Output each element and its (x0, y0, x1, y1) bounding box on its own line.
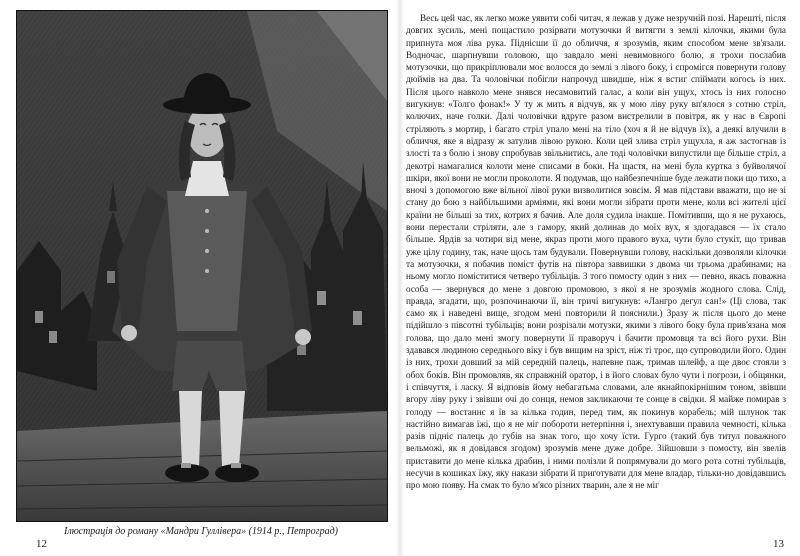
gulliver-illustration (16, 10, 388, 522)
paragraph: Весь цей час, як легко може уявити собі читач, я лежав у дуже незручній позі. Нарешті, після довгих зусиль, мені пощастило розірвати мотузочки й витягти з землі кілочки, якими була припнута моя ліва рука. Піднісши її до обличчя, я зрозумів, яким способом мене зв'язали. Водночас, шарпнувши головою, що завдало мені невимовного болю, я трохи послабив мотузочки, що прикріплювали моє волосся до землі з лівого боку, і спромігся повернути голову дюймів на два. Та чоловічки побігли напрочуд швидше, ніж я встиг спіймати когось із них. Після цього навколо мене знявся несамовитий галас, а коли він ущух, хтось із них голосно вигукнув: «Толго фонак!» У ту ж мить я відчув, як у мою ліву руку вп'ялося з сотню стріл, колючих, наче голки. Далі чоловічки вдруге разом вистрелили в повітря, як у нас в Європі стріляють з мортир, і багато стріл упало мені на тіло (хоч я й не відчув їх), а деякі влучили в обличчя, яке я відразу ж затулив лівою рукою. Коли цей злива стріл ущухла, я аж застогнав із злості та з болю і знову спробував звільнитись, але тоді чоловічки випустили ще більше стріл, а декотрі намагалися колоти мене списами в боки. На щастя, на мені була куртка з буйволячої шкіри, якої вони не могли проколоти. Я подумав, що найбезпечніше буде лежати поки що тихо, а вночі з допомогою вже вільної лівої руки визволитися зовсім. Я мав підстави вважати, що не зі стану до бою з найбільшими арміями, які вони могли зібрати проти мене, коли всі жителі цієї країни не більші за тих, котрих я бачив. Але доля судила інакше. Помітивши, що я не рухаюсь, вони перестали стріляти, але з гамору, який долинав до моїх вух, я здогадався — їх стало більше. Ярдів за чотири від мене, якраз проти мого правого вуха, чути було стукіт, що тривав уже цілу годину, так, наче щось там будували. Повернувши голову, наскільки дозволяли кілочки та мотузочки, я побачив поміст футів на півтора заввишки з двома чи трьома драбинами; на ньому могло поміститися четверо тубільців. З того помосту один з них — певно, якась поважна особа — звернувся до мене з довгою промовою, з якої я не зрозумів жодного слова. Слід, правда, згадати, що, розпочинаючи її, він тричі вигукнув: «Лангро дегул сан!» (Ці слова, так само як і наведені вище, згодом мені повторили й пояснили.) Зразу ж після цього до мене підійшло з півсотні тубільців; вони розрізали мотузки, якими з лівого боку була прив'язана моя голова, що дало мені змогу повернути її праворуч і бачити промовця та всі його рухи. Він здавався людиною середнього віку і був вищим на зріст, ніж ті троє, що супроводили його. Один із них, трохи довший за мій середній палець, напевне паж, тримав шлейф, а ще двоє стояли з обох боків. Він промовляв, як справжній оратор, і в його словах було чути і погрози, і обіцянки, і співчуття, і ласку. Я відповів йому небагатьма словами, але якнайпокірнішим тоном, звівши вгору ліву руку і звівши очі до сонця, немов закликаючи те сонце в свідки. Я майже помирав з голоду — востаннє я їв за кілька годин, перед тим, як покинув корабель; мій шлунок так настійно вимагав їжі, що я не міг побороти нетерпіння і, знехтувавши правила чемності, кілька разів підніс палець до губів на знак того, що хочу їсти. Гурго (такий був титул поважного вельможі, як я довідався згодом) зрозумів мене дуже добре. Зійшовши з помосту, він звелів приставити до мене кілька драбин, і ними полізли й попрямували до мого рота сотні тубільців, несучи в кошиках їжу, яку накази зібрати й приготувати для мене владар, тільки-но довідавшись про мою появу. На смак то було м'ясо різних тварин, але я не міг (406, 13, 787, 491)
illustration-caption: Ілюстрація до роману «Мандри Гуллівера» (1914 р., Петроград) (64, 526, 338, 537)
page-number-right: 13 (773, 538, 784, 550)
page-number-left: 12 (36, 538, 47, 550)
right-page (402, 0, 800, 556)
left-page (0, 0, 398, 556)
body-text (406, 12, 786, 492)
